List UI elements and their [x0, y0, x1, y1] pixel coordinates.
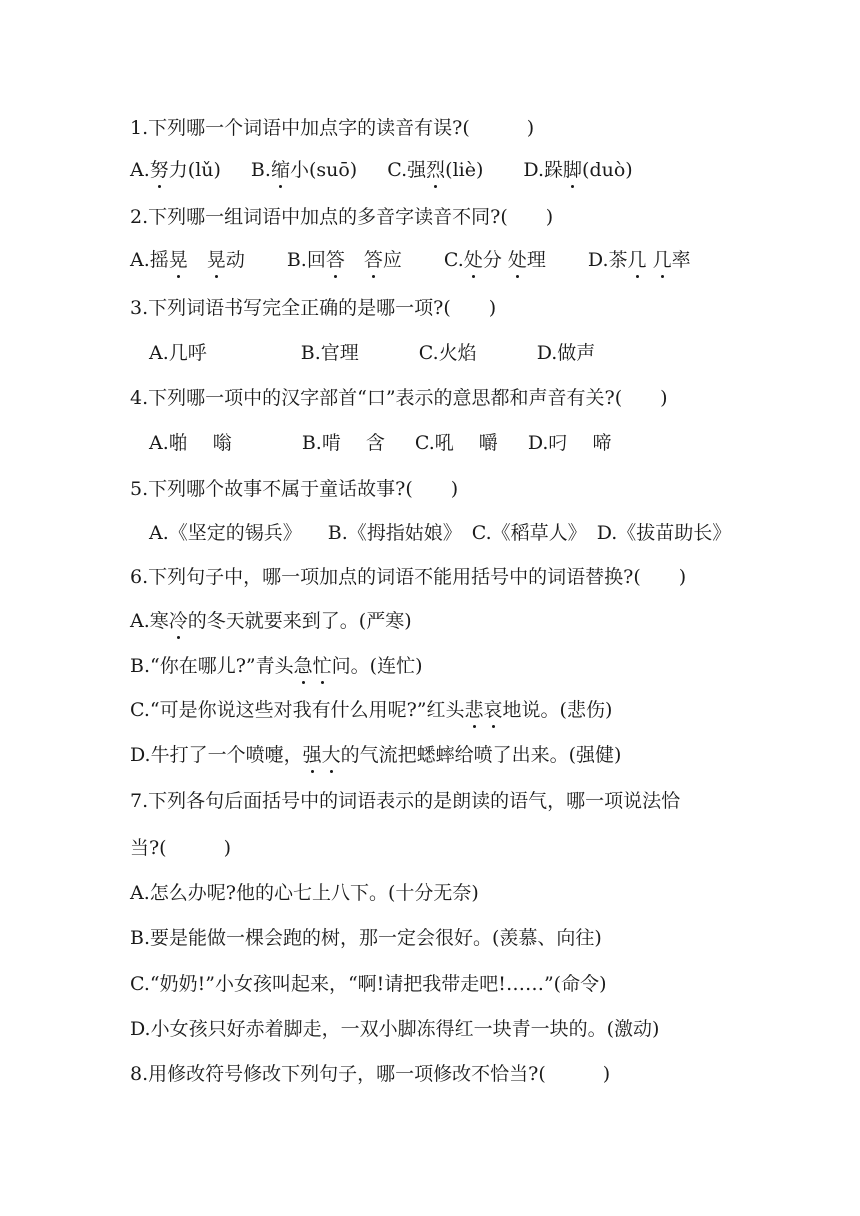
question-6-sentence-c: C.“可是你说这些对我有什么用呢?”红头悲哀地说。(悲伤): [130, 699, 613, 721]
question-7-sentence-b: B.要是能做一棵会跑的树，那一定会很好。(羡慕、向往): [130, 927, 602, 949]
option-d: D.叼 啼: [527, 432, 612, 454]
question-6-sentence-a: A.寒冷的冬天就要来到了。(严寒): [130, 610, 412, 632]
question-5-options: [149, 521, 731, 545]
option-c: C.吼 嚼: [414, 432, 498, 454]
question-1-options: [130, 158, 633, 182]
question-7-sentence-d: D.小女孩只好赤着脚走，一双小脚冻得红一块青一块的。(激动): [130, 1018, 660, 1040]
option-c: C.强烈(liè): [387, 159, 484, 181]
question-6-sentence-d: D.牛打了一个喷嚏，强大的气流把蟋蟀给喷了出来。(强健): [130, 744, 622, 766]
option-d: D.《拔苗助长》: [596, 522, 732, 544]
question-8-stem: 8.用修改符号修改下列句子，哪一项修改不恰当?( ): [130, 1063, 611, 1085]
option-b: B.回答 答应: [286, 249, 402, 271]
option-a: A.摇晃 晃动: [130, 249, 245, 271]
question-2-options: [130, 248, 691, 272]
question-5-stem: 5.下列哪个故事不属于童话故事?( ): [130, 478, 459, 500]
option-b: B.啃 含: [301, 432, 385, 454]
question-1-stem: 1.下列哪一个词语中加点字的读音有误?( ): [130, 117, 535, 139]
question-7-stem-continued: 当?( ): [130, 837, 232, 859]
option-a: A.努力(lǔ): [130, 159, 221, 181]
question-7-sentence-a: A.怎么办呢?他的心七上八下。(十分无奈): [130, 882, 479, 904]
option-c: C.《稻草人》: [471, 522, 587, 544]
question-7-sentence-c: C.“奶奶!”小女孩叫起来，“啊!请把我带走吧!……”(命令): [130, 973, 607, 995]
option-b: B.《拇指姑娘》: [327, 522, 462, 544]
option-b: B.官理: [300, 342, 359, 364]
question-3-stem: 3.下列词语书写完全正确的是哪一项?( ): [130, 297, 497, 319]
option-c: C.火焰: [418, 342, 477, 364]
option-b: B.缩小(suō): [250, 159, 358, 181]
option-d: D.跺脚(duò): [523, 159, 633, 181]
option-d: D.茶几 几率: [587, 249, 691, 271]
question-6-sentence-b: B.“你在哪儿?”青头急忙问。(连忙): [130, 655, 423, 677]
option-a: A.啪 嗡: [149, 432, 232, 454]
option-a: A.几呼: [149, 342, 207, 364]
question-4-stem: 4.下列哪一项中的汉字部首“口”表示的意思都和声音有关?( ): [130, 387, 668, 409]
option-d: D.做声: [536, 342, 596, 364]
question-2-stem: 2.下列哪一组词语中加点的多音字读音不同?( ): [130, 206, 554, 228]
question-7-stem: 7.下列各句后面括号中的词语表示的是朗读的语气，哪一项说法恰: [130, 790, 681, 812]
question-3-options: [149, 341, 595, 365]
question-6-stem: 6.下列句子中，哪一项加点的词语不能用括号中的词语替换?( ): [130, 566, 687, 588]
option-c: C.处分 处理: [443, 249, 546, 271]
option-a: A.《坚定的锡兵》: [149, 522, 302, 544]
question-4-options: [149, 431, 611, 455]
